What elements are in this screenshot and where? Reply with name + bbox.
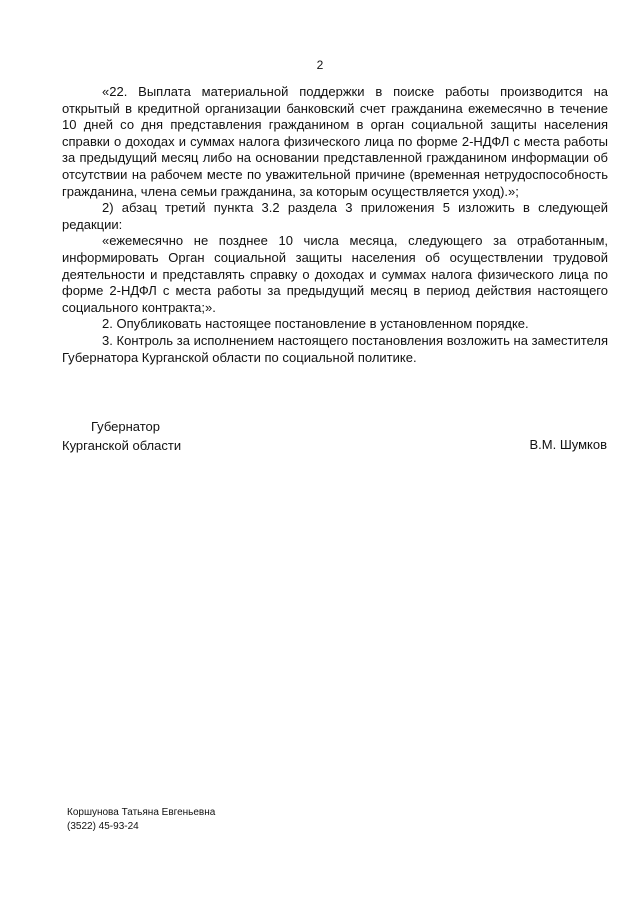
paragraph-amendment-2: 2) абзац третий пункта 3.2 раздела 3 приложения 5 изложить в следующей редакции: [62, 200, 608, 232]
paragraph-control: 3. Контроль за исполнением настоящего постановления возложить на заместителя Губернатора Курганской области по социальной политике. [62, 332, 608, 365]
signature-title-line2: Курганской области [62, 437, 182, 453]
paragraph-publish: 2. Опубликовать настоящее постановление в установленном порядке. [102, 316, 529, 332]
document-body [62, 84, 608, 366]
executor-contact [67, 806, 215, 833]
paragraph-item-22: «22. Выплата материальной поддержки в поиске работы производится на открытый в кредитной организации банковский счет гражданина ежемесячно в течение 10 дней со дня представления гражданином в орган социальной защиты населения справки о доходах и суммах налога физического лица по форме 2-НДФЛ с места работы за предыдущий месяц либо на основании представленной гражданином информации об отсутствии на рабочем месте по уважительной причине (временная нетрудоспособность гражданина, члена семьи гражданина, за которым осуществляется уход).»; [62, 84, 608, 199]
executor-phone: (3522) 45-93-24 [67, 820, 139, 832]
executor-name: Коршунова Татьяна Евгеньевна [67, 807, 216, 818]
signature-title-line1: Губернатор [91, 419, 160, 434]
paragraph-new-wording: «ежемесячно не позднее 10 числа месяца, следующего за отработанным, информировать Орган социальной защиты населения об осуществлении трудовой деятельности и представлять справку о доходах и суммах налога физического лица по форме 2-НДФЛ с места работы за предыдущий месяц в период действия настоящего социального контракта;». [62, 233, 608, 315]
page-number: 2 [316, 58, 324, 72]
signature-title [62, 418, 181, 455]
signature-name: В.М. Шумков [529, 437, 607, 452]
